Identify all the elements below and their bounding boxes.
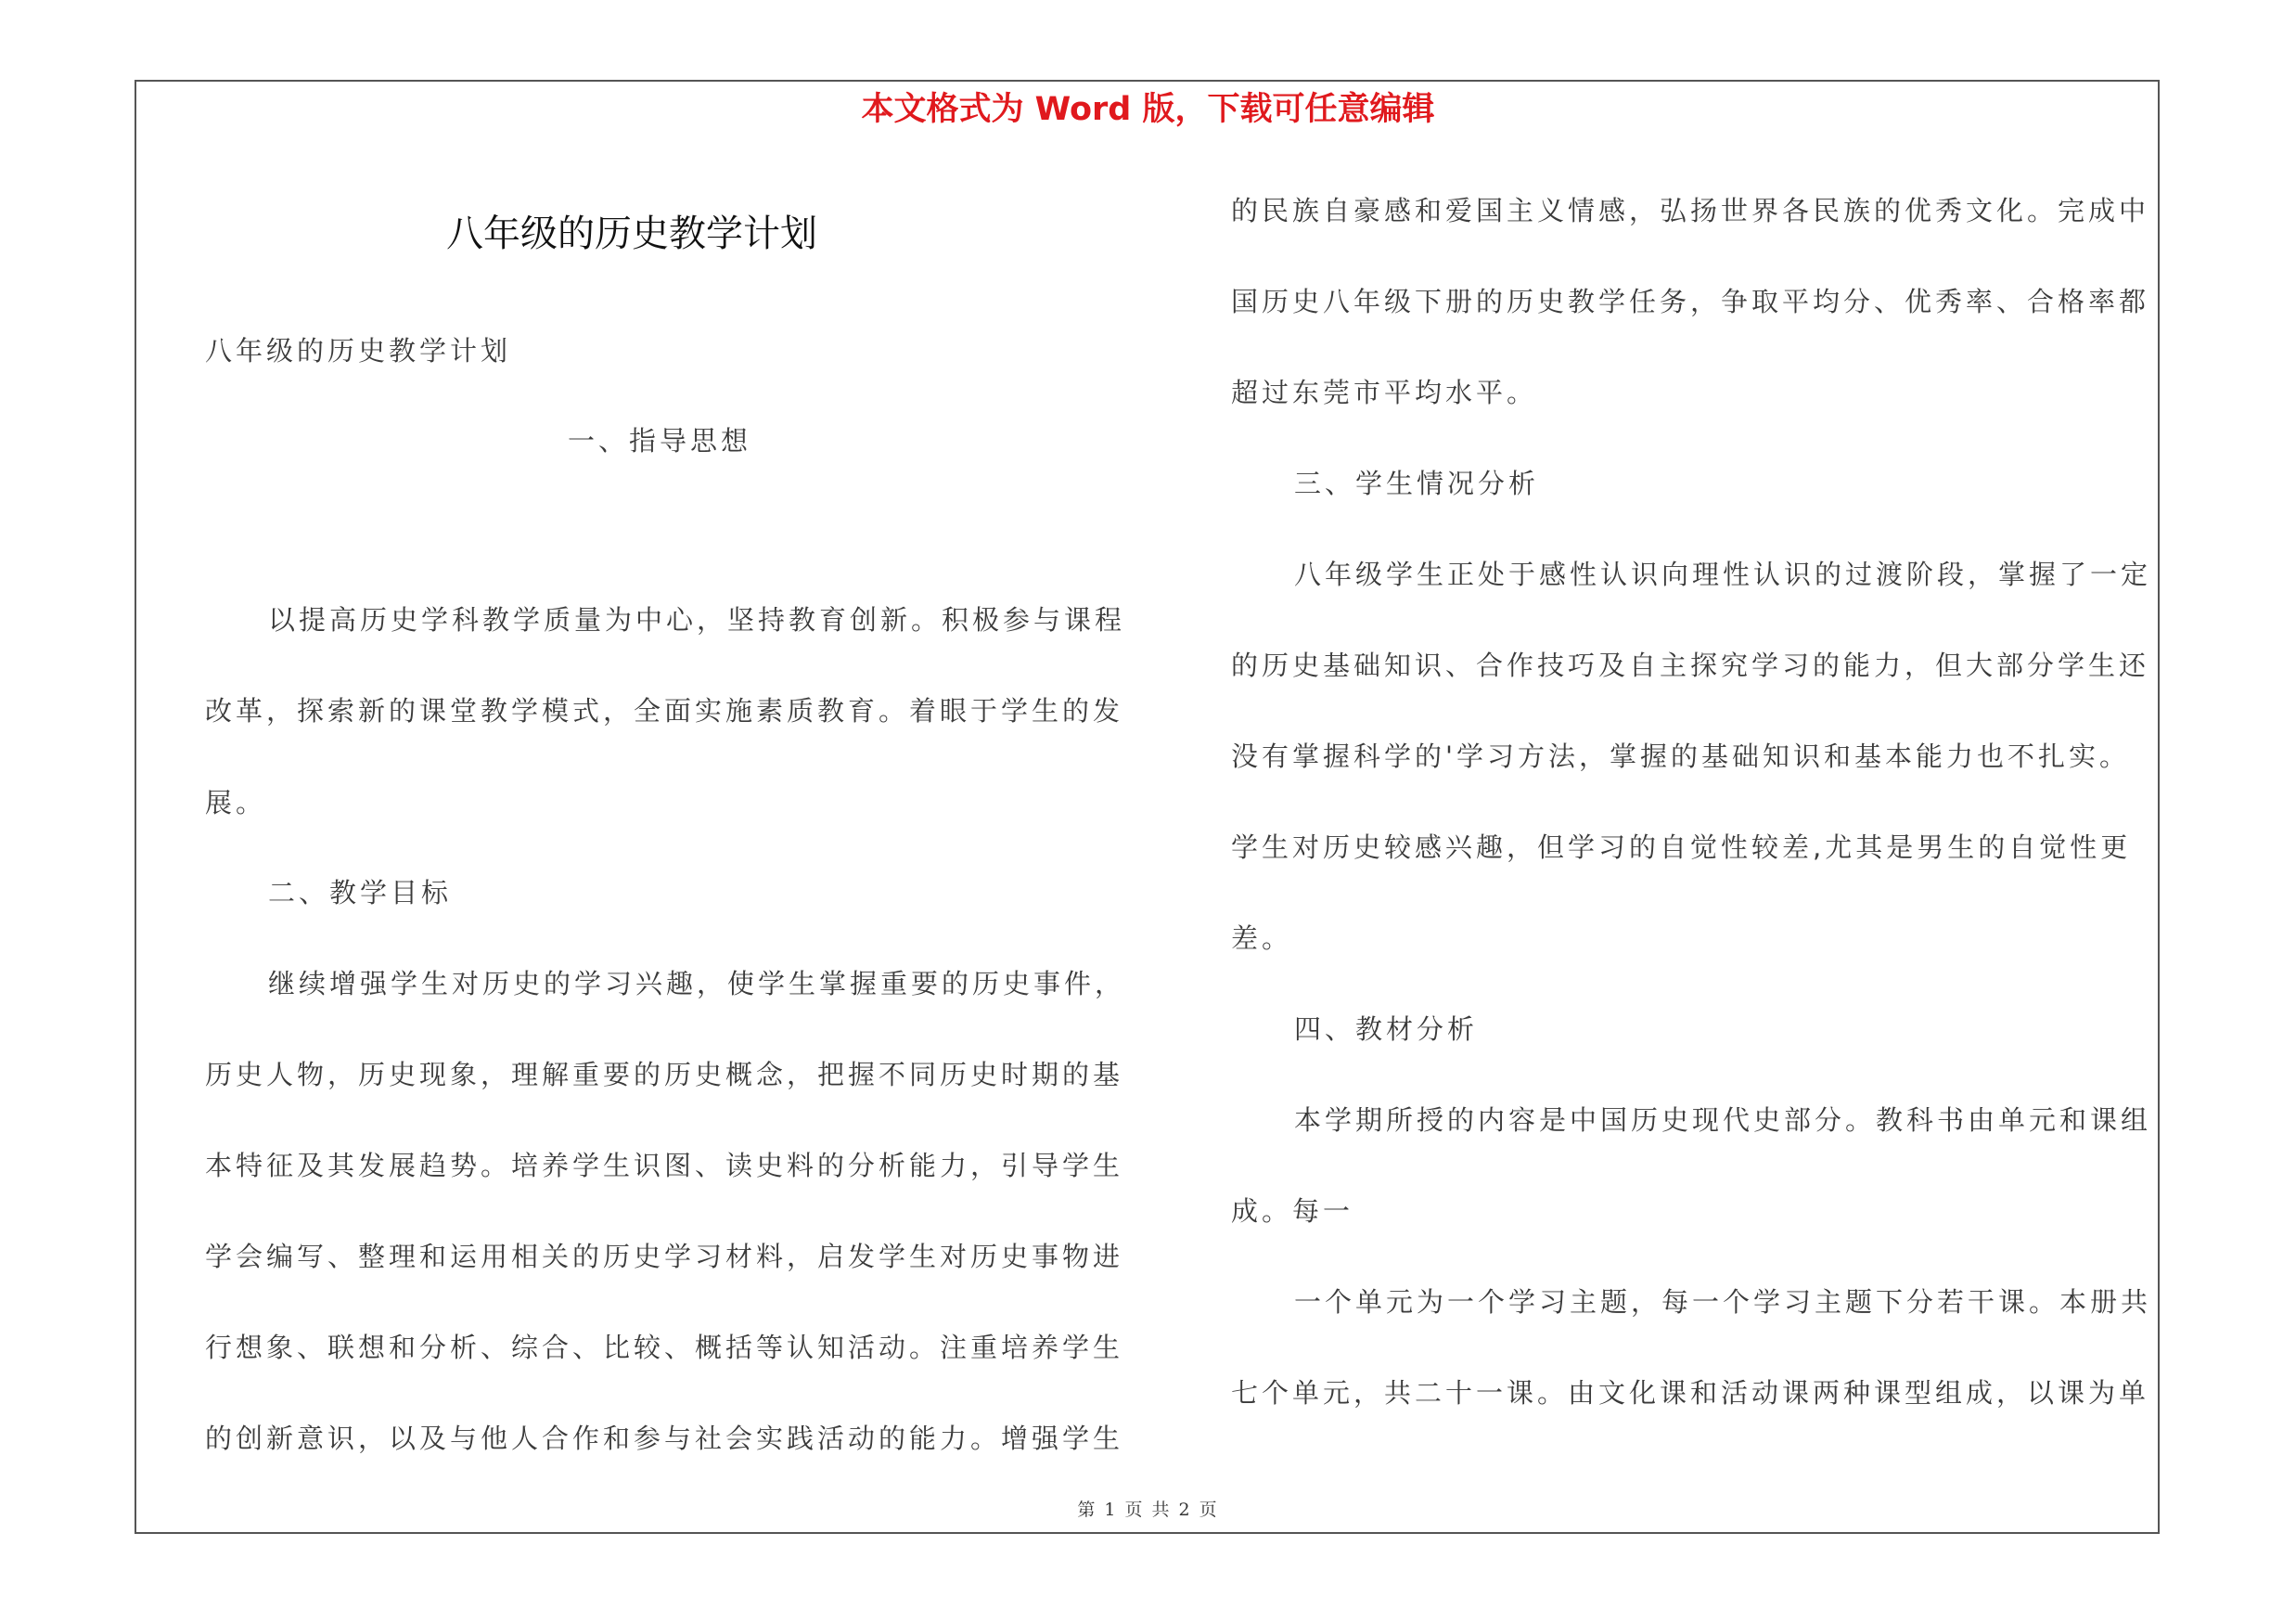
paragraph-line: 的民族自豪感和爱国主义情感，弘扬世界各民族的优秀文化。完成中 [1231, 195, 2150, 226]
paragraph-line: 历史人物，历史现象，理解重要的历史概念，把握不同历史时期的基 [205, 1059, 1124, 1090]
paragraph-line: 继续增强学生对历史的学习兴趣，使学生掌握重要的历史事件， [268, 968, 1126, 999]
paragraph-line: 超过东莞市平均水平。 [1231, 377, 1538, 408]
heading-teaching-goals: 二、教学目标 [268, 877, 453, 908]
paragraph-line: 本特征及其发展趋势。培养学生识图、读史料的分析能力，引导学生 [205, 1150, 1124, 1181]
paragraph-line: 一个单元为一个学习主题，每一个学习主题下分若干课。本册共 [1294, 1286, 2152, 1318]
paragraph-line: 成。每一 [1231, 1195, 1354, 1227]
heading-guiding-idea: 一、指导思想 [568, 425, 752, 457]
paragraph-line: 学生对历史较感兴趣，但学习的自觉性较差,尤其是男生的自觉性更 [1231, 831, 2132, 863]
paragraph-line: 差。 [1231, 922, 1293, 954]
paragraph-line: 八年级学生正处于感性认识向理性认识的过渡阶段，掌握了一定 [1294, 559, 2152, 590]
paragraph-line: 七个单元，共二十一课。由文化课和活动课两种课型组成，以课为单 [1231, 1377, 2150, 1409]
paragraph-line: 行想象、联想和分析、综合、比较、概括等认知活动。注重培养学生 [205, 1332, 1124, 1363]
word-format-banner: 本文格式为 Word 版，下载可任意编辑 [861, 91, 1435, 128]
heading-textbook-analysis: 四、教材分析 [1294, 1013, 1479, 1045]
page-number-footer: 第 1 页 共 2 页 [1077, 1500, 1219, 1520]
paragraph-line: 的创新意识，以及与他人合作和参与社会实践活动的能力。增强学生 [205, 1423, 1124, 1454]
paragraph-line: 的历史基础知识、合作技巧及自主探究学习的能力，但大部分学生还 [1231, 650, 2150, 681]
paragraph-line: 展。 [205, 787, 267, 818]
paragraph-line: 以提高历史学科教学质量为中心，坚持教育创新。积极参与课程 [268, 604, 1126, 636]
document-title: 八年级的历史教学计划 [446, 213, 817, 255]
paragraph-line: 本学期所授的内容是中国历史现代史部分。教科书由单元和课组 [1294, 1104, 2152, 1136]
paragraph-line: 改革，探索新的课堂教学模式，全面实施素质教育。着眼于学生的发 [205, 695, 1124, 727]
paragraph-line: 没有掌握科学的'学习方法，掌握的基础知识和基本能力也不扎实。 [1231, 741, 2130, 772]
heading-student-analysis: 三、学生情况分析 [1294, 468, 1540, 499]
paragraph-line: 学会编写、整理和运用相关的历史学习材料，启发学生对历史事物进 [205, 1241, 1124, 1272]
subtitle: 八年级的历史教学计划 [205, 335, 512, 367]
paragraph-line: 国历史八年级下册的历史教学任务，争取平均分、优秀率、合格率都 [1231, 286, 2150, 317]
